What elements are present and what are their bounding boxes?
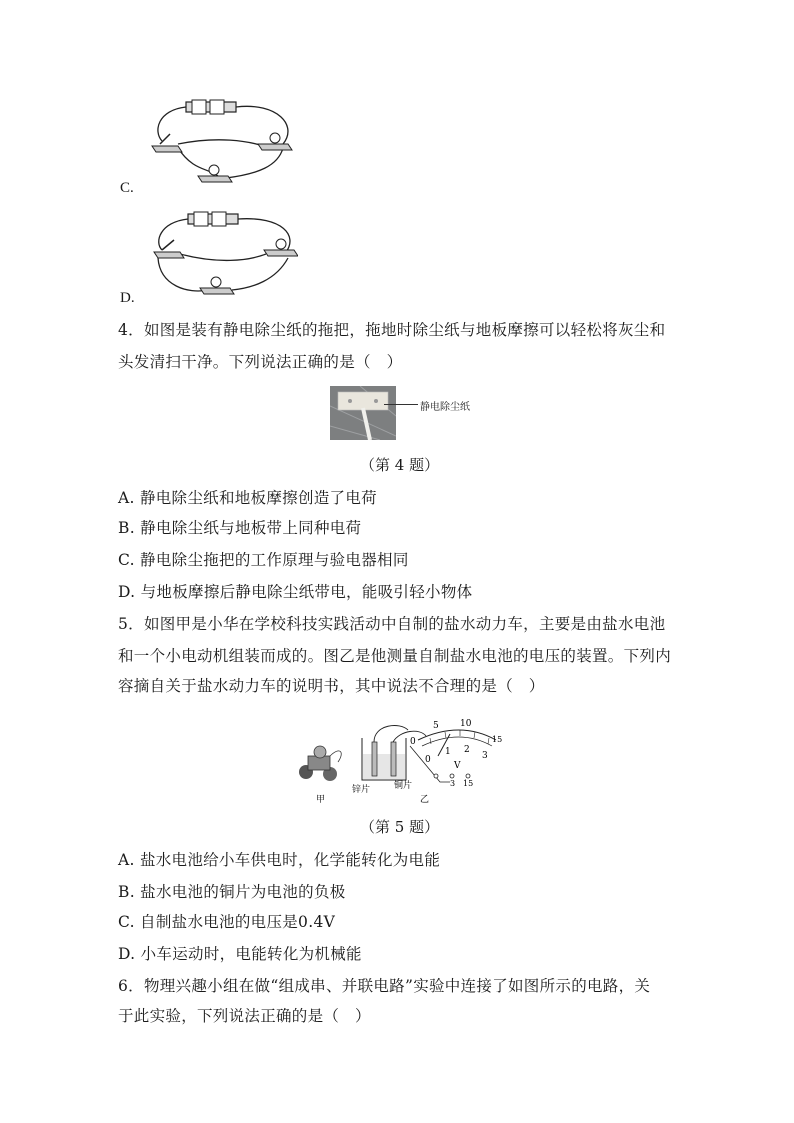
q4-option-d[interactable]: D. 与地板摩擦后静电除尘纸带电，能吸引轻小物体: [118, 583, 473, 601]
q6-stem-line2: 于此实验，下列说法正确的是（ ）: [118, 1007, 371, 1025]
scale-bottom-1: 1: [445, 747, 451, 757]
scale-top-10: 10: [460, 719, 472, 729]
terminal-3: 3: [450, 779, 456, 788]
scale-bottom-0: 0: [425, 755, 431, 765]
q5-stem-line3: 容摘自关于盐水动力车的说明书，其中说法不合理的是（ ）: [118, 677, 545, 695]
q4-stem-line1: 4．如图是装有静电除尘纸的拖把，拖地时除尘纸与地板摩擦可以轻松将灰尘和: [118, 321, 666, 339]
q5-option-a[interactable]: A. 盐水电池给小车供电时，化学能转化为电能: [118, 851, 441, 869]
q6-stem-line1: 6．物理兴趣小组在做“组成串、并联电路”实验中连接了如图所示的电路，关: [118, 977, 651, 995]
scale-bottom-2: 2: [464, 745, 470, 755]
beaker-illustration: [362, 726, 426, 780]
terminal-15: 15: [463, 779, 474, 788]
q4-option-c[interactable]: C. 静电除尘拖把的工作原理与验电器相同: [118, 551, 409, 569]
scale-top-zero: 0: [410, 737, 416, 747]
volt-symbol: V: [454, 761, 461, 771]
q4-annotation-leader: [384, 404, 418, 405]
option-c-circuit-figure: [148, 96, 298, 192]
q5-option-d[interactable]: D. 小车运动时，电能转化为机械能: [118, 945, 362, 963]
q4-stem-line2: 头发清扫干净。下列说法正确的是（ ）: [118, 353, 403, 371]
q5-stem-line2: 和一个小电动机组装而成的。图乙是他测量自制盐水电池的电压的装置。下列内: [118, 647, 672, 665]
label-copper: 铜片: [394, 781, 413, 791]
scale-top-5: 5: [433, 721, 439, 731]
label-yi: 乙: [420, 795, 430, 805]
q4-option-a[interactable]: A. 静电除尘纸和地板摩擦创造了电荷: [118, 489, 377, 507]
option-c-label[interactable]: C.: [120, 180, 134, 196]
label-jia: 甲: [316, 795, 326, 805]
q4-option-b[interactable]: B. 静电除尘纸与地板带上同种电荷: [118, 519, 362, 537]
q4-annotation-label: 静电除尘纸: [420, 402, 470, 413]
salt-car-illustration: [299, 746, 341, 781]
option-d-circuit-figure: [148, 206, 298, 302]
q4-caption: （第 4 题）: [360, 456, 440, 474]
option-d-label[interactable]: D.: [120, 290, 135, 306]
label-zinc: 锌片: [352, 785, 371, 795]
scale-bottom-3: 3: [482, 751, 488, 761]
q5-option-c[interactable]: C. 自制盐水电池的电压是0.4V: [118, 913, 336, 931]
q4-mop-photo: [330, 386, 396, 440]
q5-figure: [290, 716, 510, 810]
q5-stem-line1: 5．如图甲是小华在学校科技实践活动中自制的盐水动力车，主要是由盐水电池: [118, 615, 666, 633]
scale-top-15: 15: [492, 735, 503, 744]
q5-caption: （第 5 题）: [360, 818, 440, 836]
q5-option-b[interactable]: B. 盐水电池的铜片为电池的负极: [118, 883, 346, 901]
